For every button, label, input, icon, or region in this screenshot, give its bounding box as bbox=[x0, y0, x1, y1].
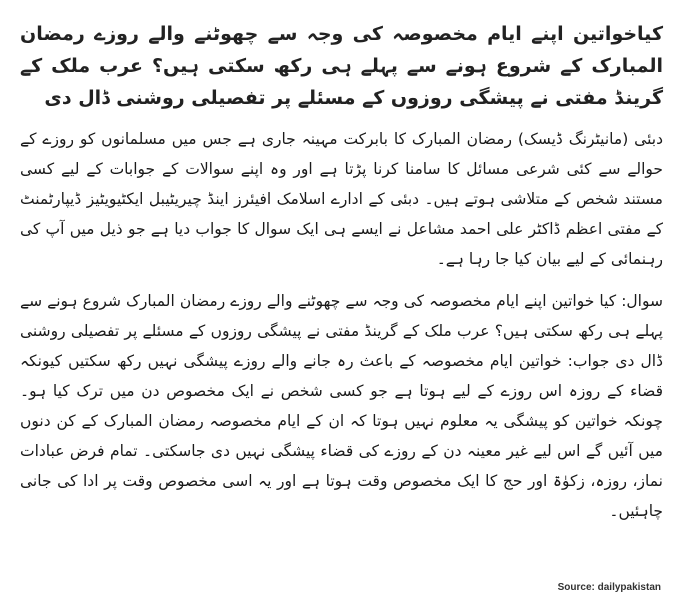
article-headline: کیاخواتین اپنے ایام مخصوصہ کی وجہ سے چھوٹنے والے روزے رمضان المبارک کے شروع ہونے سے پہلے ہی رکھ سکتی ہیں؟ عرب ملک کے گرینڈ مفتی نے پیشگی روزوں کے مسئلے پر تفصیلی روشنی ڈال دی bbox=[20, 23, 663, 109]
source-credit: Source: dailypakistan bbox=[557, 582, 661, 593]
article-question-answer-paragraph: سوال: کیا خواتین اپنے ایام مخصوصہ کی وجہ سے چھوٹنے والے روزے رمضان المبارک شروع ہونے سے پہلے ہی رکھ سکتی ہیں؟ عرب ملک کے گرینڈ مفتی نے پیشگی روزوں کے مسئلے پر تفصیلی روشنی ڈال دی جواب: خواتین ایام مخصوصہ کے باعث رہ جانے والے روزے پیشگی نہیں رکھ سکتیں کیونکہ قضاء کے روزہ اس روزے کے لیے ہوتا ہے جو کسی شخص نے ایک مخصوص دن میں ترک کیا ہو۔ چونکہ خواتین کو پیشگی یہ معلوم نہیں ہوتا کہ ان کے ایام مخصوصہ رمضان المبارک کے کن دنوں میں آئیں گے اس لیے غیر معینہ دن کے روزے کی قضاء پیشگی نہیں دی جاسکتی۔ تمام فرض عبادات نماز، روزہ، زکوٰۃ اور حج کا ایک مخصوص وقت ہوتا ہے اور یہ اسی مخصوص وقت پر ادا کی جانی چاہئیں۔ bbox=[20, 292, 663, 520]
article-intro-paragraph: دبئی (مانیٹرنگ ڈیسک) رمضان المبارک کا بابرکت مہینہ جاری ہے جس میں مسلمانوں کو روزے کے حوالے سے کئی شرعی مسائل کا سامنا کرنا پڑتا ہے اور وہ اپنے سوالات کے جوابات کے لیے کسی مستند شخص کے متلاشی ہوتے ہیں۔ دبئی کے ادارے اسلامک افیئرز اینڈ چیریٹیبل ایکٹیویٹیز ڈیپارٹمنٹ کے مفتی اعظم ڈاکٹر علی احمد مشاعل نے ایسے ہی ایک سوال کا جواب دیا ہے جو ذیل میں آپ کی رہنمائی کے لیے بیان کیا جا رہا ہے۔ bbox=[20, 130, 663, 268]
